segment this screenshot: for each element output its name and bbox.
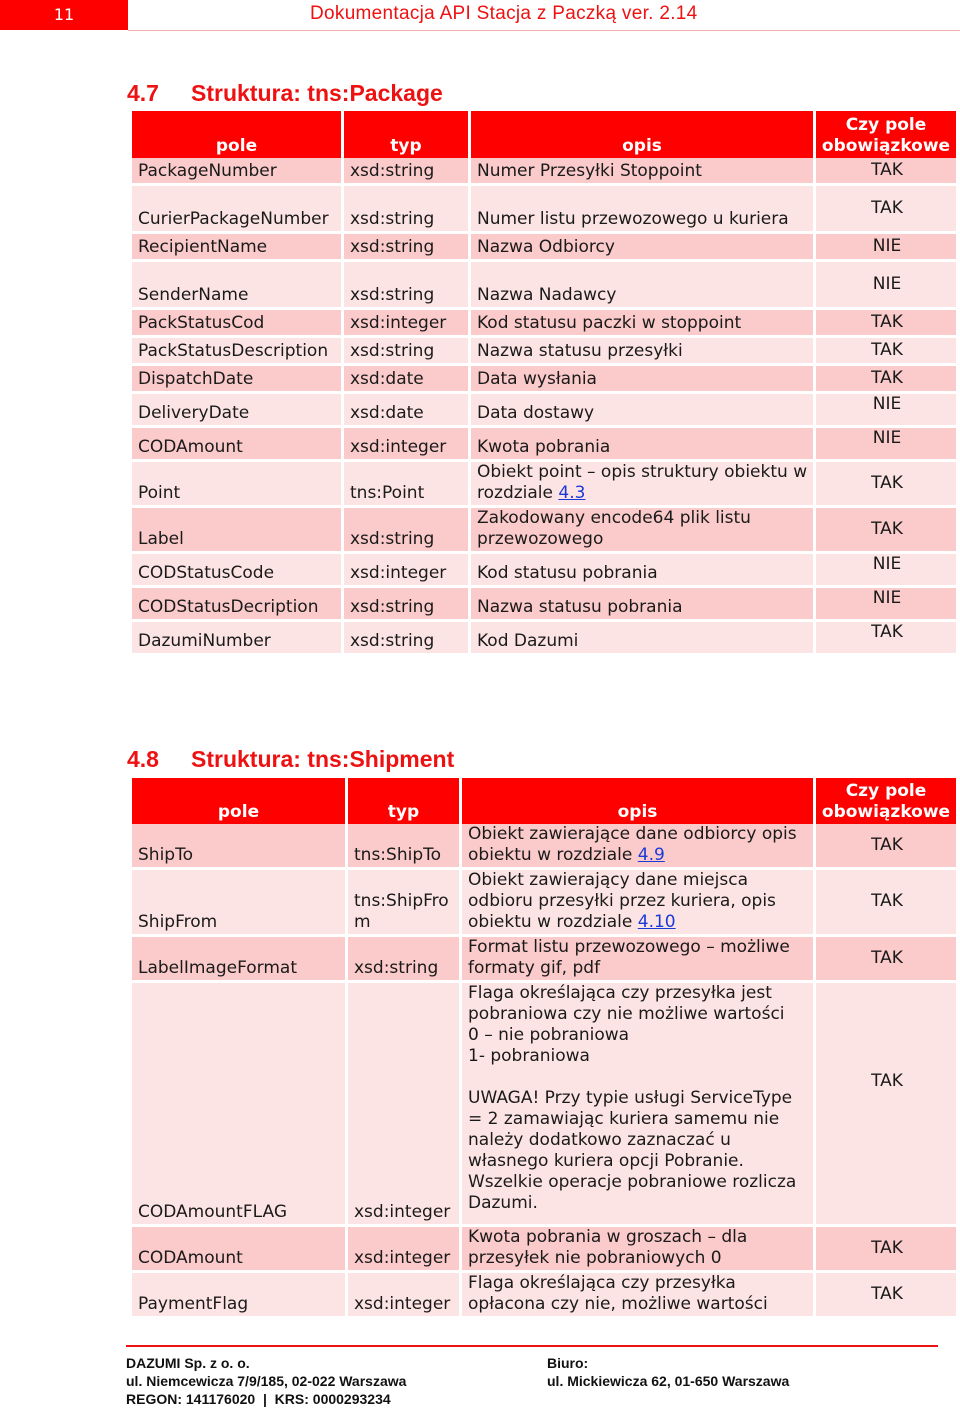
table-row bbox=[132, 462, 956, 508]
cell-required: TAK bbox=[816, 366, 956, 394]
table-row bbox=[132, 622, 956, 656]
document-title: Dokumentacja API Stacja z Paczką ver. 2.14 bbox=[310, 3, 698, 24]
cell-typ: xsd:string bbox=[348, 937, 462, 983]
table-row bbox=[132, 1227, 956, 1273]
cell-opis: Numer listu przewozowego u kuriera bbox=[471, 186, 816, 234]
table-row bbox=[132, 186, 956, 234]
cell-typ: tns:ShipFrom bbox=[348, 870, 462, 937]
required-header-line2: obowiązkowe bbox=[821, 802, 951, 822]
opis-text: Obiekt point – opis struktury obiektu w rozdziale bbox=[477, 462, 808, 503]
opis-line: 1- pobraniowa bbox=[468, 1046, 590, 1066]
table-row bbox=[132, 338, 956, 366]
cell-typ: xsd:integer bbox=[344, 428, 471, 462]
cell-required: TAK bbox=[816, 310, 956, 338]
opis-text: Obiekt zawierające dane odbiorcy opis obiektu w rozdziale bbox=[468, 824, 797, 865]
cell-typ: xsd:string bbox=[344, 234, 471, 262]
cell-required: TAK bbox=[816, 186, 956, 234]
cell-pole: DazumiNumber bbox=[132, 622, 344, 656]
cell-opis: Data wysłania bbox=[471, 366, 816, 394]
cell-opis: Kwota pobrania bbox=[471, 428, 816, 462]
table-row bbox=[132, 366, 956, 394]
table-row bbox=[132, 824, 956, 870]
cell-pole: Label bbox=[132, 508, 344, 554]
cell-pole: RecipientName bbox=[132, 234, 344, 262]
section-link[interactable]: 4.10 bbox=[637, 912, 676, 932]
cell-opis: Nazwa statusu pobrania bbox=[471, 588, 816, 622]
cell-typ: xsd:integer bbox=[344, 554, 471, 588]
section-number: 4.8 bbox=[127, 746, 159, 772]
cell-pole: CODStatusDecription bbox=[132, 588, 344, 622]
cell-typ: xsd:string bbox=[344, 588, 471, 622]
cell-required: NIE bbox=[816, 262, 956, 310]
page-number: 11 bbox=[0, 0, 128, 30]
cell-typ: xsd:integer bbox=[348, 983, 462, 1227]
required-header-line1: Czy pole bbox=[845, 781, 927, 801]
cell-typ: xsd:integer bbox=[348, 1227, 462, 1273]
cell-typ: tns:Point bbox=[344, 462, 471, 508]
column-header-pole: pole bbox=[132, 778, 348, 824]
opis-line: Flaga określająca czy przesyłka jest pobraniowa czy nie możliwe wartości bbox=[468, 983, 785, 1024]
cell-opis: Kod statusu pobrania bbox=[471, 554, 816, 588]
cell-opis bbox=[471, 462, 816, 508]
cell-required: TAK bbox=[816, 508, 956, 554]
table-row bbox=[132, 1273, 956, 1319]
cell-pole: DispatchDate bbox=[132, 366, 344, 394]
table-row bbox=[132, 310, 956, 338]
cell-pole: CODAmount bbox=[132, 428, 344, 462]
header-divider bbox=[128, 30, 960, 31]
cell-pole: CODAmountFLAG bbox=[132, 983, 348, 1227]
required-header-line1: Czy pole bbox=[845, 115, 927, 135]
cell-typ: xsd:string bbox=[344, 158, 471, 186]
cell-opis bbox=[462, 983, 816, 1227]
footer-office-label: Biuro: bbox=[547, 1355, 589, 1371]
cell-pole: SenderName bbox=[132, 262, 344, 310]
cell-opis: Kod Dazumi bbox=[471, 622, 816, 656]
table-row bbox=[132, 508, 956, 554]
cell-opis bbox=[462, 870, 816, 937]
cell-opis bbox=[462, 824, 816, 870]
cell-opis: Nazwa Nadawcy bbox=[471, 262, 816, 310]
footer-registry: REGON: 141176020 | KRS: 0000293234 bbox=[126, 1391, 391, 1407]
opis-spacer bbox=[468, 1067, 809, 1088]
required-header-line2: obowiązkowe bbox=[821, 136, 951, 156]
section-link[interactable]: 4.9 bbox=[637, 845, 665, 865]
cell-typ: tns:ShipTo bbox=[348, 824, 462, 870]
cell-opis: Kod statusu paczki w stoppoint bbox=[471, 310, 816, 338]
cell-pole: PackStatusDescription bbox=[132, 338, 344, 366]
cell-typ: xsd:integer bbox=[348, 1273, 462, 1319]
table-header-row bbox=[132, 778, 956, 824]
cell-typ: xsd:date bbox=[344, 394, 471, 428]
cell-required: TAK bbox=[816, 338, 956, 366]
cell-required: TAK bbox=[816, 622, 956, 656]
footer-divider bbox=[126, 1345, 938, 1347]
cell-required: TAK bbox=[816, 158, 956, 186]
cell-pole: CODAmount bbox=[132, 1227, 348, 1273]
column-header-typ: typ bbox=[344, 111, 471, 158]
cell-pole: DeliveryDate bbox=[132, 394, 344, 428]
cell-required: TAK bbox=[816, 1273, 956, 1319]
column-header-required bbox=[816, 778, 956, 824]
cell-opis: Format listu przewozowego – możliwe formaty gif, pdf bbox=[462, 937, 816, 983]
cell-pole: PaymentFlag bbox=[132, 1273, 348, 1319]
cell-required: NIE bbox=[816, 234, 956, 262]
cell-pole: ShipFrom bbox=[132, 870, 348, 937]
opis-text: Obiekt zawierający dane miejsca odbioru przesyłki przez kuriera, opis obiektu w rozdziale bbox=[468, 870, 776, 932]
cell-typ: xsd:date bbox=[344, 366, 471, 394]
cell-opis: Flaga określająca czy przesyłka opłacona czy nie, możliwe wartości bbox=[462, 1273, 816, 1319]
cell-opis: Data dostawy bbox=[471, 394, 816, 428]
table-row bbox=[132, 937, 956, 983]
column-header-typ: typ bbox=[348, 778, 462, 824]
table-row bbox=[132, 428, 956, 462]
cell-opis: Kwota pobrania w groszach – dla przesyłek nie pobraniowych 0 bbox=[462, 1227, 816, 1273]
footer-company: DAZUMI Sp. z o. o. bbox=[126, 1355, 250, 1371]
table-header-row bbox=[132, 111, 956, 158]
column-header-opis: opis bbox=[462, 778, 816, 824]
cell-opis: Zakodowany encode64 plik listu przewozowego bbox=[471, 508, 816, 554]
table-row bbox=[132, 394, 956, 428]
cell-required: TAK bbox=[816, 462, 956, 508]
cell-pole: CODStatusCode bbox=[132, 554, 344, 588]
shipment-structure-table bbox=[132, 778, 956, 1319]
table-row bbox=[132, 158, 956, 186]
opis-line: 0 – nie pobraniowa bbox=[468, 1025, 630, 1045]
table-row bbox=[132, 262, 956, 310]
cell-typ: xsd:integer bbox=[344, 310, 471, 338]
cell-pole: CurierPackageNumber bbox=[132, 186, 344, 234]
cell-required: NIE bbox=[816, 394, 956, 428]
cell-pole: PackageNumber bbox=[132, 158, 344, 186]
section-number: 4.7 bbox=[127, 80, 159, 106]
cell-required: TAK bbox=[816, 937, 956, 983]
section-title: Struktura: tns:Shipment bbox=[191, 746, 455, 772]
column-header-required bbox=[816, 111, 956, 158]
cell-typ: xsd:string bbox=[344, 622, 471, 656]
cell-pole: PackStatusCod bbox=[132, 310, 344, 338]
cell-opis: Nazwa Odbiorcy bbox=[471, 234, 816, 262]
cell-opis: Nazwa statusu przesyłki bbox=[471, 338, 816, 366]
cell-typ: xsd:string bbox=[344, 338, 471, 366]
cell-required: TAK bbox=[816, 1227, 956, 1273]
table-row bbox=[132, 234, 956, 262]
section-title: Struktura: tns:Package bbox=[191, 80, 443, 106]
section-link[interactable]: 4.3 bbox=[558, 483, 586, 503]
cell-pole: LabelImageFormat bbox=[132, 937, 348, 983]
table-row bbox=[132, 870, 956, 937]
opis-note: UWAGA! Przy typie usługi ServiceType = 2 zamawiając kuriera samemu nie należy dodatkowo zaznaczać u własnego kuriera opcji Pobranie. Wszelkie operacje pobraniowe rozlicza Dazumi. bbox=[468, 1088, 797, 1213]
cell-required: NIE bbox=[816, 428, 956, 462]
footer-address: ul. Niemcewicza 7/9/185, 02-022 Warszawa bbox=[126, 1373, 407, 1389]
page-header bbox=[0, 0, 960, 34]
cell-typ: xsd:string bbox=[344, 186, 471, 234]
cell-pole: ShipTo bbox=[132, 824, 348, 870]
cell-required: TAK bbox=[816, 870, 956, 937]
cell-typ: xsd:string bbox=[344, 508, 471, 554]
cell-required: TAK bbox=[816, 824, 956, 870]
cell-typ: xsd:string bbox=[344, 262, 471, 310]
section-heading-package bbox=[127, 80, 443, 107]
column-header-pole: pole bbox=[132, 111, 344, 158]
cell-required: NIE bbox=[816, 588, 956, 622]
cell-pole: Point bbox=[132, 462, 344, 508]
cell-opis: Numer Przesyłki Stoppoint bbox=[471, 158, 816, 186]
cell-required: NIE bbox=[816, 554, 956, 588]
section-heading-shipment bbox=[127, 746, 454, 773]
cell-required: TAK bbox=[816, 983, 956, 1227]
table-row bbox=[132, 554, 956, 588]
package-structure-table bbox=[132, 111, 956, 656]
table-row bbox=[132, 588, 956, 622]
footer-office-address: ul. Mickiewicza 62, 01-650 Warszawa bbox=[547, 1373, 790, 1389]
column-header-opis: opis bbox=[471, 111, 816, 158]
table-row bbox=[132, 983, 956, 1227]
